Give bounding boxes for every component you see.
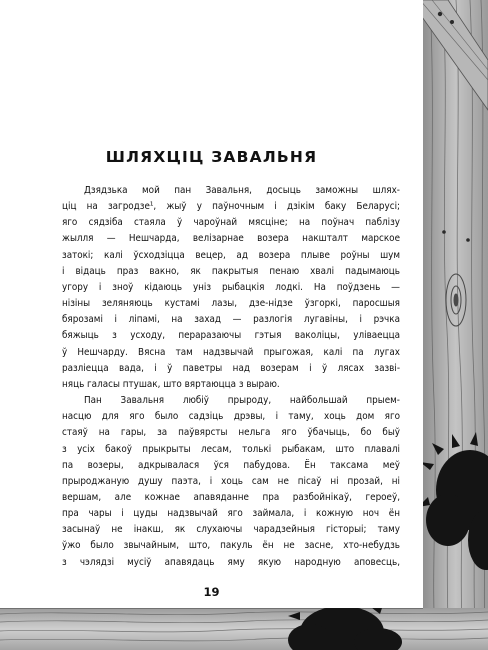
chapter-title: ШЛЯХЦІЦ ЗАВАЛЬНЯ [105,148,318,166]
text-line: бярозамі і ліпамі, на захад — разлогія лугавіны, і рэчка [62,314,400,326]
text-line: вершам, але кожнае апавяданне пра разбойнікаў, героеў, [62,491,400,503]
text-line: Пан Завальня любіў прыроду, найбольшай прыем- [84,395,400,407]
text-line: пра чары і цуды надзвычай яго займала, і кожную ноч ён [62,508,400,520]
text-line: разліецца вада, і ў паветры над возерам і ў лясах зазві- [62,362,400,374]
text-line: стаяў на гары, за паўвярсты нельга яго ўбачыць, бо быў [62,427,400,439]
text-line: і відаць праз вакно, як пакрытыя пенаю хвалі падымаюць [62,265,400,277]
text-line: па возеры, адкрывалася ўся пабудова. Ён таксама меў [62,459,400,471]
text-line: засынаў не інакш, як слухаючы чарадзейныя гісторыі; таму [62,524,400,536]
text-line: ўжо было звычайным, што, пакуль ён не засне, хто-небудзь [62,540,400,552]
text-line: бяжыць з усходу, пераразаючы гэтыя ваколіцы, уліваецца [62,330,400,342]
text-line: прыроджаную душу паэта, і хоць сам не пісаў ні прозай, ні [62,475,400,487]
text-line: з усіх бакоў прыкрыты лесам, толькі рыбакам, што плавалі [62,443,400,455]
text-line: насцю для яго было садзіць дрэвы, і таму, хоць дом яго [62,411,400,423]
text-line: угору і зноў кідаюць уніз рыбацкія лодкі. На поўдзень — [62,281,400,293]
text-line: няць галасы птушак, што вяртаюцца з выраю. [62,378,280,390]
paragraph-1 [62,183,400,393]
text-line: ў Нешчарду. Вясна там надзвычай прыгожая, калі па лугах [62,346,400,358]
text-line: яго сядзіба стаяла ў чароўнай мясціне; на поўнач паблізу [62,217,400,229]
bottom-wood-plank [0,608,488,650]
text-line: нізіны зеляняюць кустамі лазы, дзе-нідзе ўзгоркі, паросшыя [62,298,400,310]
page-number: 19 [203,585,220,599]
text-line: з чэлядзі мусіў апавядаць яму якую народную аповесць, [62,556,400,568]
body-text [62,183,400,571]
text-line: Дзядзька мой пан Завальня, досыць заможны шлях- [84,185,400,196]
text-line: жылля — Нешчарда, велізарнае возера накшталт марское [62,233,400,245]
text-line: затокі; калі ўсходзіцца вецер, ад возера плыве роўны шум [62,249,400,261]
paragraph-2 [62,393,400,571]
text-line: ціц на загродзе¹, жыў у паўночным і дзікім баку Беларусі; [62,201,400,213]
